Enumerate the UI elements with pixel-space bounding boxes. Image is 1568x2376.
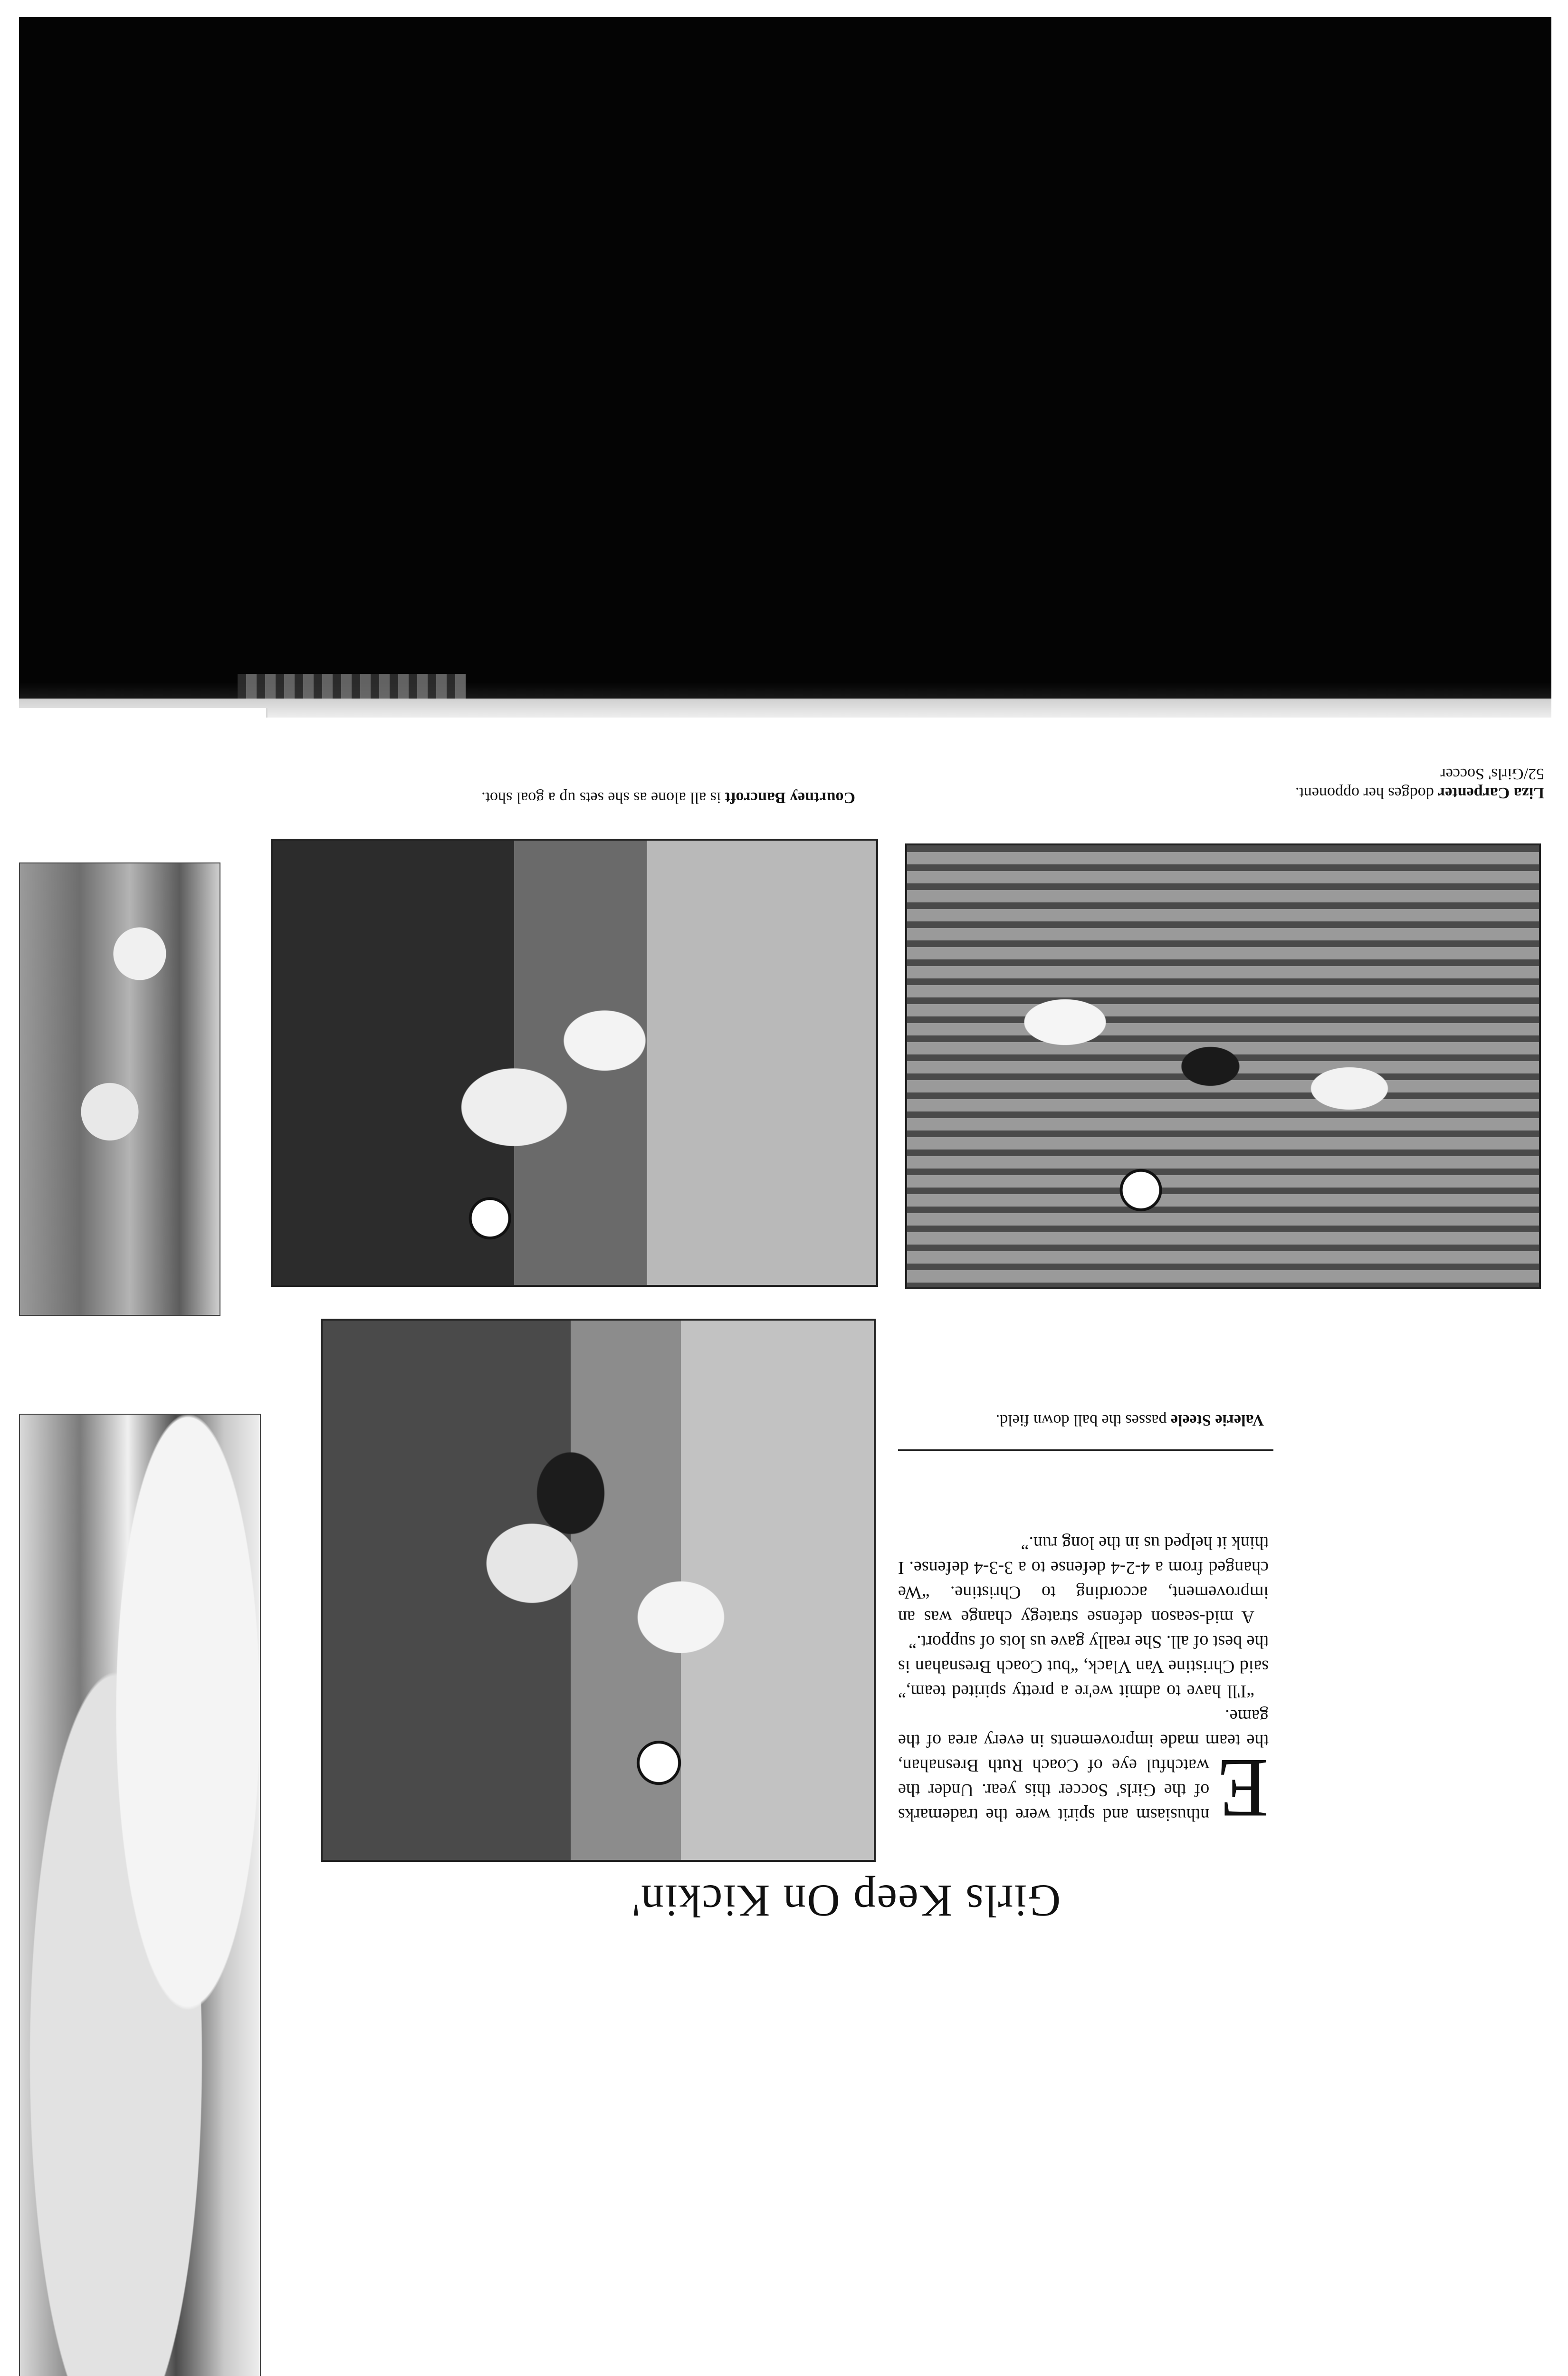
photo-caption-liza — [927, 775, 1544, 803]
caption-name: Valerie Steele — [1170, 1411, 1264, 1429]
article-paragraph: “I'll have to admit we're a pretty spirited team,” said Christine Van Vlack, “but Coach Bresnahan is the best of all. She really gave us lots of support.” — [898, 1632, 1269, 1701]
page-folio: 52/Girls' Soccer — [1440, 765, 1544, 783]
caption-text: dodges her opponent. — [1295, 784, 1438, 802]
caption-text: is all alone as she sets up a goal shot. — [481, 789, 725, 806]
photo-valerie-steele — [321, 1319, 876, 1862]
caption-text: passes the ball down field. — [995, 1411, 1171, 1429]
photo-courtney-bancroft — [271, 839, 878, 1287]
article-paragraph: E nthusiasm and spirit were the trademarks of the Girls' Soccer this year. Under the watchful eye of Coach Ruth Bresnahan, the team made improvements in every area of the game. — [898, 1706, 1269, 1836]
article-paragraph: A mid-season defense strategy change was an improvement, according to Christine. “We changed from a 4-2-4 defense to a 3-3-4 defense. I think it helped us in the long run.” — [898, 1533, 1269, 1627]
scanner-background — [19, 17, 1551, 701]
caption-name: Liza Carpenter — [1438, 784, 1544, 802]
photo-caption-valerie — [893, 1402, 1264, 1430]
caption-divider — [898, 1449, 1273, 1451]
drop-cap: E — [1217, 1742, 1269, 1836]
photo-caption-courtney — [285, 760, 855, 808]
article-body — [898, 1466, 1269, 1836]
caption-name: Courtney Bancroft — [725, 789, 855, 806]
page-headline: Girls Keep On Kickin' — [631, 1876, 1061, 1926]
photo-liza-carpenter — [905, 843, 1541, 1289]
facing-page-player-photo — [19, 1414, 261, 2376]
facing-page-team-photo — [19, 862, 220, 1316]
